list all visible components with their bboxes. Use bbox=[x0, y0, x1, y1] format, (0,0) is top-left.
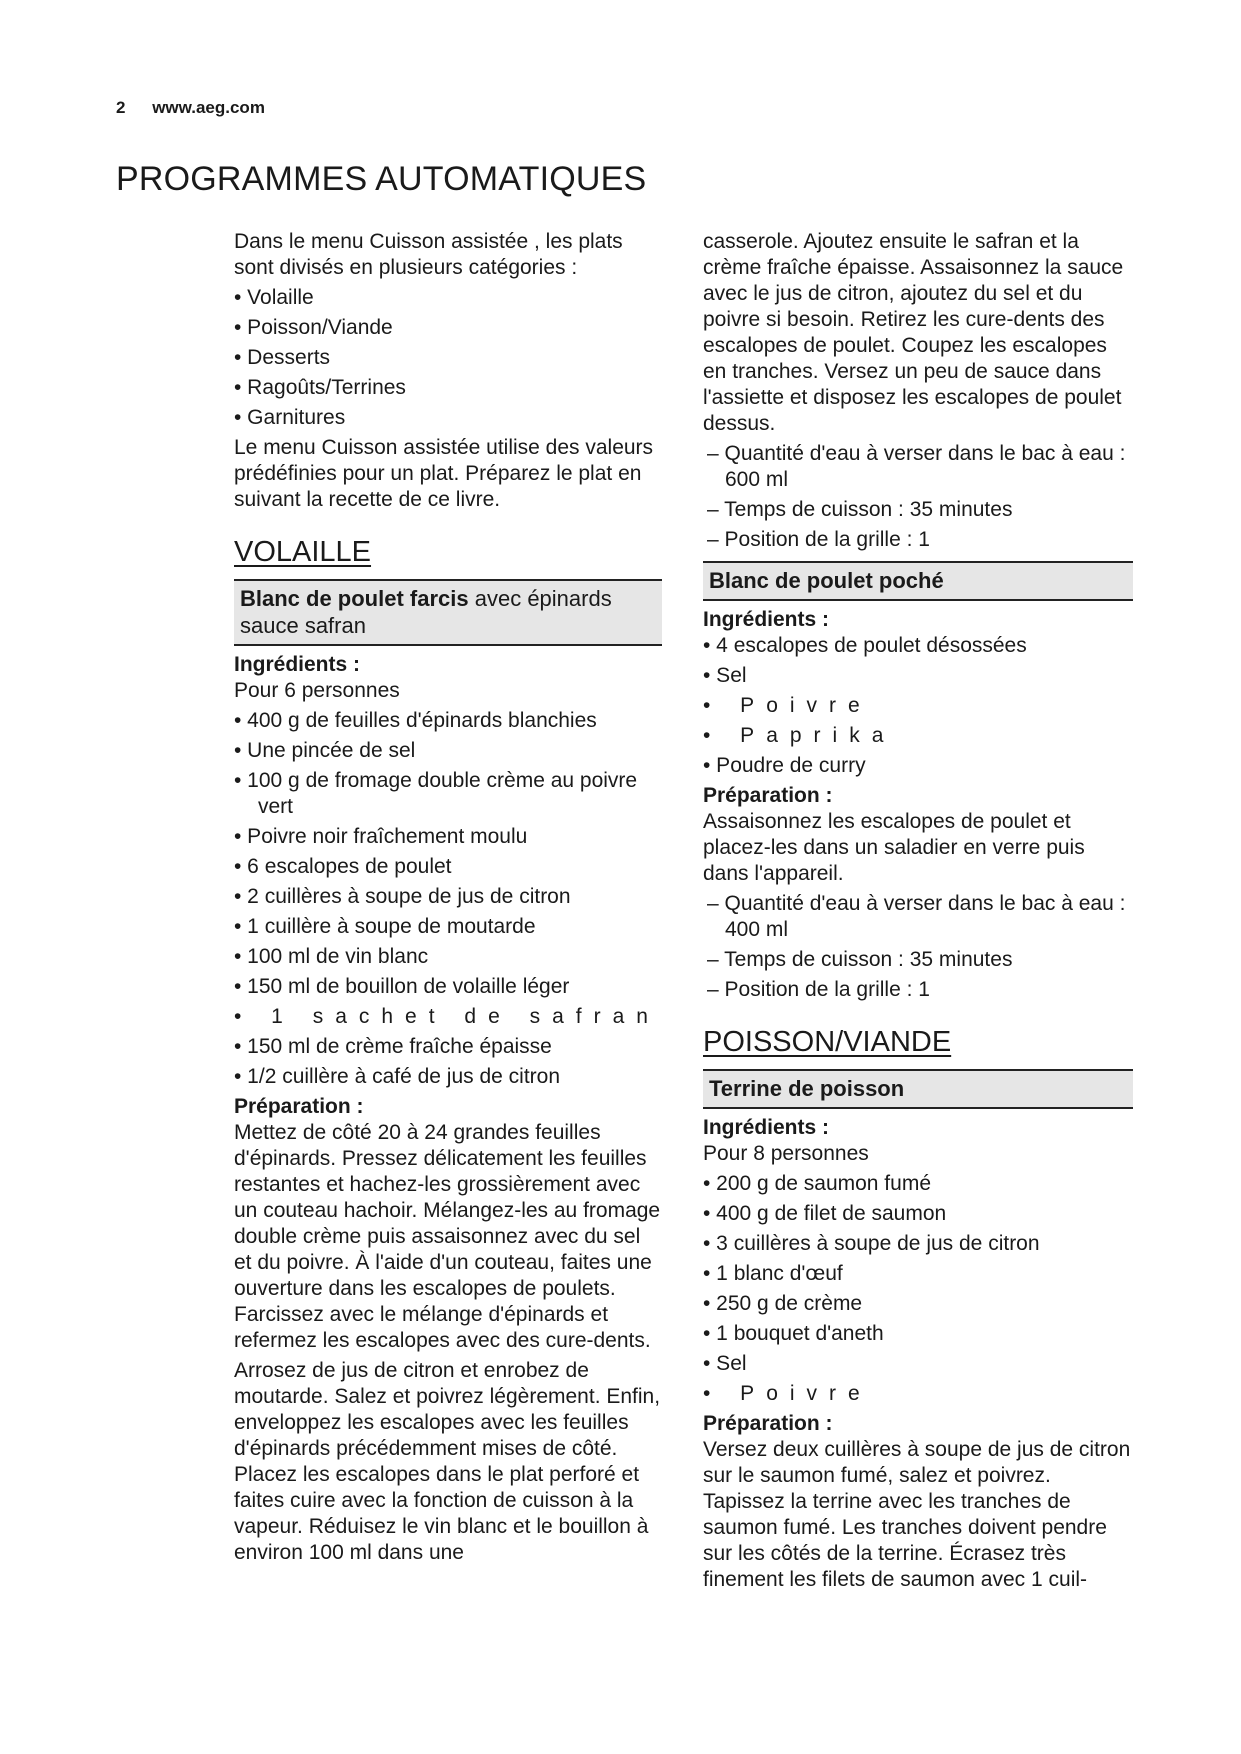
setting-item: – Position de la grille : 1 bbox=[707, 528, 930, 551]
ingredient-item: • 1 sachet de safran bbox=[234, 1005, 660, 1028]
page-header bbox=[116, 98, 265, 118]
recipe-title-box bbox=[703, 1069, 1133, 1109]
ingredient-item: • 150 ml de crème fraîche épaisse bbox=[234, 1035, 552, 1058]
recipe-title: Terrine de poisson bbox=[709, 1076, 905, 1101]
preparation-text: Versez deux cuillères à soupe de jus de citron sur le saumon fumé, salez et poivrez. Tapissez la terrine avec les tranches de saumon fumé. Les tranches doivent pendre sur les côtés de la terrine. Écrasez très finement les filets de saumon avec 1 cuil- bbox=[703, 1438, 1131, 1591]
ingredient-item: • 150 ml de bouillon de volaille léger bbox=[234, 975, 570, 998]
recipe-title-rest: avec épinards sauce safran bbox=[240, 586, 612, 638]
preparation-text: Mettez de côté 20 à 24 grandes feuilles d'épinards. Pressez délicatement les feuilles restantes et hachez-les grossièrement avec un couteau hachoir. Mélangez-les au fromage double crème puis assaisonnez avec du sel et du poivre. À l'aide d'un couteau, faites une ouverture dans les escalopes de poulets. Farcissez avec le mélange d'épinards et refermez les escalopes avec des cure-dents. bbox=[234, 1121, 661, 1352]
intro-note: Le menu Cuisson assistée utilise des valeurs prédéfinies pour un plat. Préparez le plat en suivant la recette de ce livre. bbox=[234, 436, 654, 511]
ingredient-item: • 100 g de fromage double crème au poivre vert bbox=[234, 769, 638, 818]
intro-text: Dans le menu Cuisson assistée , les plats sont divisés en plusieurs catégories : bbox=[234, 230, 623, 279]
preparation-label: Préparation : bbox=[703, 784, 833, 807]
setting-item: – Temps de cuisson : 35 minutes bbox=[707, 948, 1013, 971]
setting-item: – Position de la grille : 1 bbox=[707, 978, 930, 1001]
page-number: 2 bbox=[116, 98, 126, 117]
category-item: • Desserts bbox=[234, 346, 331, 369]
preparation-label: Préparation : bbox=[703, 1412, 833, 1435]
ingredient-item: • Sel bbox=[703, 664, 747, 687]
preparation-text: Arrosez de jus de citron et enrobez de moutarde. Salez et poivrez légèrement. Enfin, enveloppez les escalopes avec les feuilles d'épinards précédemment mises de côté. Placez les escalopes dans le plat perforé et faites cuire avec la fonction de cuisson à la vapeur. Réduisez le vin blanc et le bouillon à environ 100 ml dans une bbox=[234, 1359, 661, 1564]
section-heading-poisson: POISSON/VIANDE bbox=[703, 1026, 952, 1058]
category-item: • Poisson/Viande bbox=[234, 316, 393, 339]
setting-item: – Temps de cuisson : 35 minutes bbox=[707, 498, 1013, 521]
ingredient-item: • Poivre bbox=[703, 694, 872, 717]
ingredient-item: • 100 ml de vin blanc bbox=[234, 945, 429, 968]
website-url[interactable]: www.aeg.com bbox=[152, 98, 265, 117]
ingredient-item: • 400 g de filet de saumon bbox=[703, 1202, 947, 1225]
ingredient-item: • 1/2 cuillère à café de jus de citron bbox=[234, 1065, 561, 1088]
ingredient-item: • Une pincée de sel bbox=[234, 739, 416, 762]
category-item: • Volaille bbox=[234, 286, 314, 309]
recipe-title: Blanc de poulet poché bbox=[709, 568, 944, 593]
preparation-label: Préparation : bbox=[234, 1095, 364, 1118]
ingredient-item: • 1 cuillère à soupe de moutarde bbox=[234, 915, 536, 938]
ingredient-item: • Sel bbox=[703, 1352, 747, 1375]
ingredient-item: • 2 cuillères à soupe de jus de citron bbox=[234, 885, 571, 908]
ingredient-item: • 4 escalopes de poulet désossées bbox=[703, 634, 1027, 657]
preparation-continued: casserole. Ajoutez ensuite le safran et la crème fraîche épaisse. Assaisonnez la sauce avec le jus de citron, ajoutez du sel et du poivre si besoin. Retirez les cure-dents des escalopes de poulet. Coupez les escalopes en tranches. Versez un peu de sauce dans l'assiette et disposez les escalopes de poulet dessus. bbox=[703, 230, 1124, 435]
setting-item: – Quantité d'eau à verser dans le bac à eau : 400 ml bbox=[707, 892, 1126, 941]
recipe-title-bold: Blanc de poulet farcis bbox=[240, 586, 469, 611]
ingredient-item: • 1 bouquet d'aneth bbox=[703, 1322, 884, 1345]
category-item: • Ragoûts/Terrines bbox=[234, 376, 406, 399]
page-title: PROGRAMMES AUTOMATIQUES bbox=[116, 160, 647, 198]
recipe-title-box bbox=[234, 579, 662, 646]
ingredient-item: • Paprika bbox=[703, 724, 896, 747]
ingredient-item: • 400 g de feuilles d'épinards blanchies bbox=[234, 709, 597, 732]
servings: Pour 8 personnes bbox=[703, 1142, 869, 1165]
ingredients-label: Ingrédients : bbox=[703, 1116, 830, 1139]
ingredient-item: • 1 blanc d'œuf bbox=[703, 1262, 843, 1285]
preparation-text: Assaisonnez les escalopes de poulet et placez-les dans un saladier en verre puis dans l'appareil. bbox=[703, 810, 1085, 885]
servings: Pour 6 personnes bbox=[234, 679, 400, 702]
ingredient-item: • 200 g de saumon fumé bbox=[703, 1172, 931, 1195]
category-item: • Garnitures bbox=[234, 406, 346, 429]
ingredient-item: • 3 cuillères à soupe de jus de citron bbox=[703, 1232, 1040, 1255]
ingredient-item: • Poivre noir fraîchement moulu bbox=[234, 825, 528, 848]
ingredient-item: • 6 escalopes de poulet bbox=[234, 855, 452, 878]
section-heading-volaille: VOLAILLE bbox=[234, 536, 372, 568]
right-column bbox=[703, 229, 1133, 1597]
ingredients-label: Ingrédients : bbox=[703, 608, 830, 631]
setting-item: – Quantité d'eau à verser dans le bac à eau : 600 ml bbox=[707, 442, 1126, 491]
ingredients-label: Ingrédients : bbox=[234, 653, 361, 676]
ingredient-item: • Poudre de curry bbox=[703, 754, 866, 777]
recipe-title-box bbox=[703, 561, 1133, 601]
left-column bbox=[234, 229, 662, 1570]
ingredient-item: • Poivre bbox=[703, 1382, 872, 1405]
ingredient-item: • 250 g de crème bbox=[703, 1292, 863, 1315]
